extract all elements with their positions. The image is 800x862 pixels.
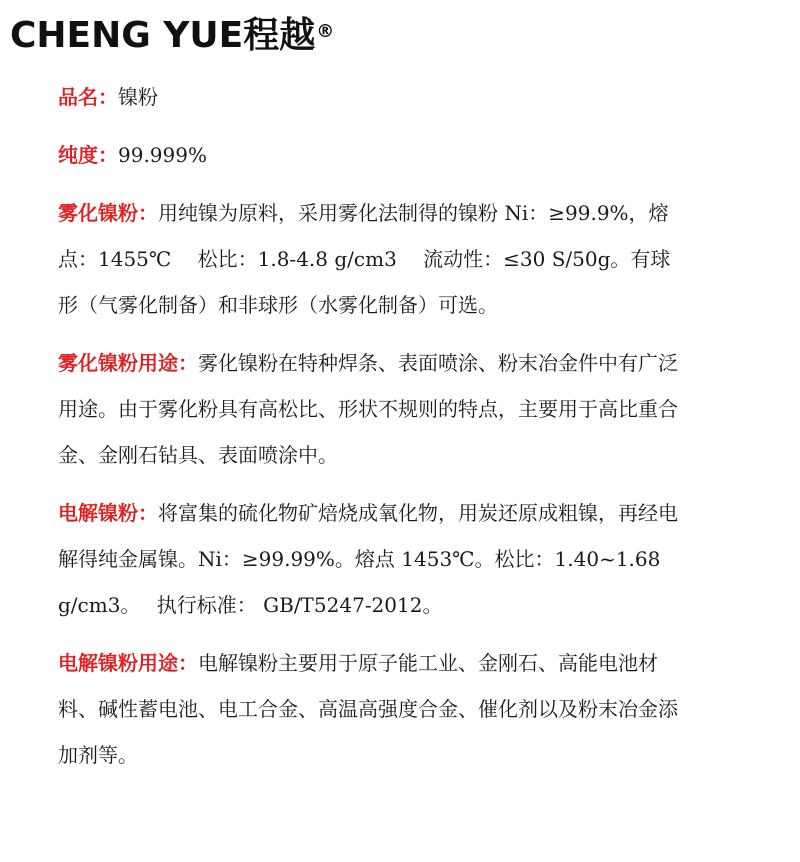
brand-logo — [10, 14, 334, 58]
section-label: 雾化镍粉用途： — [58, 351, 198, 375]
electrolytic-nickel-section — [58, 490, 678, 628]
section-text: 用纯镍为原料，采用雾化法制得的镍粉 Ni：≥99.9%，熔点：1455℃ 松比：1.8-4.8 g/cm3 流动性：≤30 S/50g。有球形（气雾化制备）和非球形（水雾化制备）可选。 — [58, 201, 671, 317]
registered-mark: ® — [316, 21, 335, 42]
section-text: 将富集的硫化物矿焙烧成氧化物，用炭还原成粗镍，再经电解得纯金属镍。Ni：≥99.99%。熔点 1453℃。松比：1.40~1.68 g/cm3。 执行标准： GB/T5247-2012。 — [58, 501, 678, 617]
purity-section — [58, 132, 678, 178]
section-label: 品名： — [58, 85, 118, 109]
electrolytic-nickel-uses-section — [58, 640, 678, 778]
brand-logo-text: CHENG YUE程越 — [10, 15, 316, 56]
section-text: 99.999% — [118, 143, 207, 167]
section-label: 电解镍粉： — [58, 501, 158, 525]
atomized-nickel-section — [58, 190, 678, 328]
section-text: 雾化镍粉在特种焊条、表面喷涂、粉末冶金件中有广泛用途。由于雾化粉具有高松比、形状不规则的特点，主要用于高比重合金、金刚石钻具、表面喷涂中。 — [58, 351, 678, 467]
section-label: 雾化镍粉： — [58, 201, 158, 225]
atomized-nickel-uses-section — [58, 340, 678, 478]
section-text: 镍粉 — [118, 85, 158, 109]
section-label: 纯度： — [58, 143, 118, 167]
section-label: 电解镍粉用途： — [58, 651, 198, 675]
product-description — [58, 74, 678, 778]
section-text: 电解镍粉主要用于原子能工业、金刚石、高能电池材料、碱性蓄电池、电工合金、高温高强度合金、催化剂以及粉末冶金添加剂等。 — [58, 651, 678, 767]
product-name-section — [58, 74, 678, 120]
